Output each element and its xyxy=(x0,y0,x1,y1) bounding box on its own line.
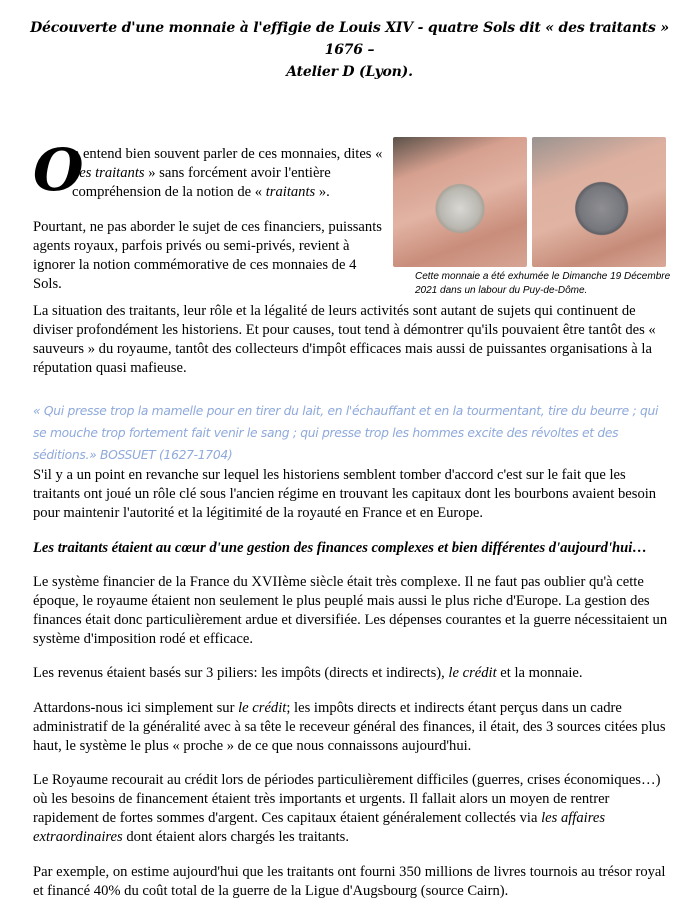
emphasis: des traitants xyxy=(72,165,145,181)
text: et la monnaie. xyxy=(496,665,583,681)
paragraph-3: La situation des traitants, leur rôle et la légalité de leurs activités sont autant de sujets qui continuent de diviser profondément les historiens. Et pour causes, tout tend à démontrer qu'ils pouvaient être tantôt des « sauveurs » du royaume, tantôt des collecteurs d'impôt efficaces mais aussi de puissantes organisations à la réputation quasi mafieuse. xyxy=(33,303,656,376)
paragraph-9: Par exemple, on estime aujourd'hui que les traitants ont fourni 350 millions de livres tournois au trésor royal et financé 40% du coût total de la guerre de la Ligue d'Augsbourg (source Cairn). xyxy=(33,864,666,899)
emphasis: les affaires extraordinaires xyxy=(33,810,606,845)
intro-paragraph xyxy=(72,145,387,202)
text: Les revenus étaient basés sur 3 piliers: les impôts (directs et indirects), xyxy=(33,665,449,681)
photo-caption: Cette monnaie a été exhumée le Dimanche 19 Décembre 2021 dans un labour du Puy-de-Dôme. xyxy=(415,271,671,296)
section-heading: Les traitants étaient au cœur d'une gestion des finances complexes et bien différentes d'aujourd'hui… xyxy=(33,540,647,556)
title-line-1: Découverte d'une monnaie à l'effigie de Louis XIV - quatre Sols dit « des traitants » 1676 – xyxy=(30,20,669,58)
paragraph-2: Pourtant, ne pas aborder le sujet de ces financiers, puissants agents royaux, parfois privés ou semi-privés, revient à ignorer la notion commémorative de ces monnaies de 4 Sols. xyxy=(33,219,382,292)
emphasis: le crédit xyxy=(238,700,287,716)
paragraph-5: Le système financier de la France du XVIIème siècle était très complexe. Il ne faut pas oublier qu'à cette époque, le royaume étaient non seulement le plus peuplé mais aussi le plus riche d'Europe. La gestion des finances était donc particulièrement ardue et diversifiée. Les dépenses courantes et la guerre nécessitaient un système d'imposition rodé et efficace. xyxy=(33,574,668,647)
text: ; les impôts directs et indirects étant perçus dans un cadre administratif de la généralité avec à sa tête le receveur général des finances, il était, des 3 sources citées plus haut, le système le plus « proche » de ce que nous connaissons aujourd'hui. xyxy=(33,700,666,754)
emphasis: le crédit xyxy=(448,665,497,681)
paragraph-4: S'il y a un point en revanche sur lequel les historiens semblent tomber d'accord c'est sur le fait que les traitants ont joué un rôle clé sous l'ancien régime en trouvant les capitaux dont les bourbons avaient besoin pour maintenir l'autorité et la légitimité de la royauté en France et en Europe. xyxy=(33,467,657,521)
text: dont étaient alors chargés les traitants. xyxy=(122,829,349,845)
title-line-2: Atelier D (Lyon). xyxy=(286,64,413,80)
text: Attardons-nous ici simplement sur xyxy=(33,700,239,716)
paragraph-7 xyxy=(33,699,668,756)
paragraph-8 xyxy=(33,771,668,847)
text: n entend bien souvent parler de ces monnaies, dites « xyxy=(72,146,383,162)
bossuet-quote: « Qui presse trop la mamelle pour en tirer du lait, en l'échauffant et en la tourmentant, tire du beurre ; qui se mouche trop fortement fait venir le sang ; qui presse trop les hommes excite des révoltes et des séditions.» BOSSUET (1627-1704) xyxy=(33,404,659,462)
text: » sans forcément avoir l'entière compréhension de la notion de « xyxy=(72,165,331,200)
paragraph-6 xyxy=(33,664,668,683)
text: Le Royaume recourait au crédit lors de périodes particulièrement difficiles (guerres, crises économiques…) où les besoins de financement étaient très importants et urgents. Il fallait alors un moyen de rentrer rapidement de fortes sommes d'argent. Ces capitaux étaient généralement collectés via xyxy=(33,772,661,826)
coin-obverse-photo xyxy=(532,137,666,267)
coin-reverse-photo xyxy=(393,137,527,267)
text: ». xyxy=(315,184,330,200)
emphasis: traitants xyxy=(265,184,316,200)
drop-cap: O xyxy=(33,136,84,204)
page-title xyxy=(20,17,679,83)
